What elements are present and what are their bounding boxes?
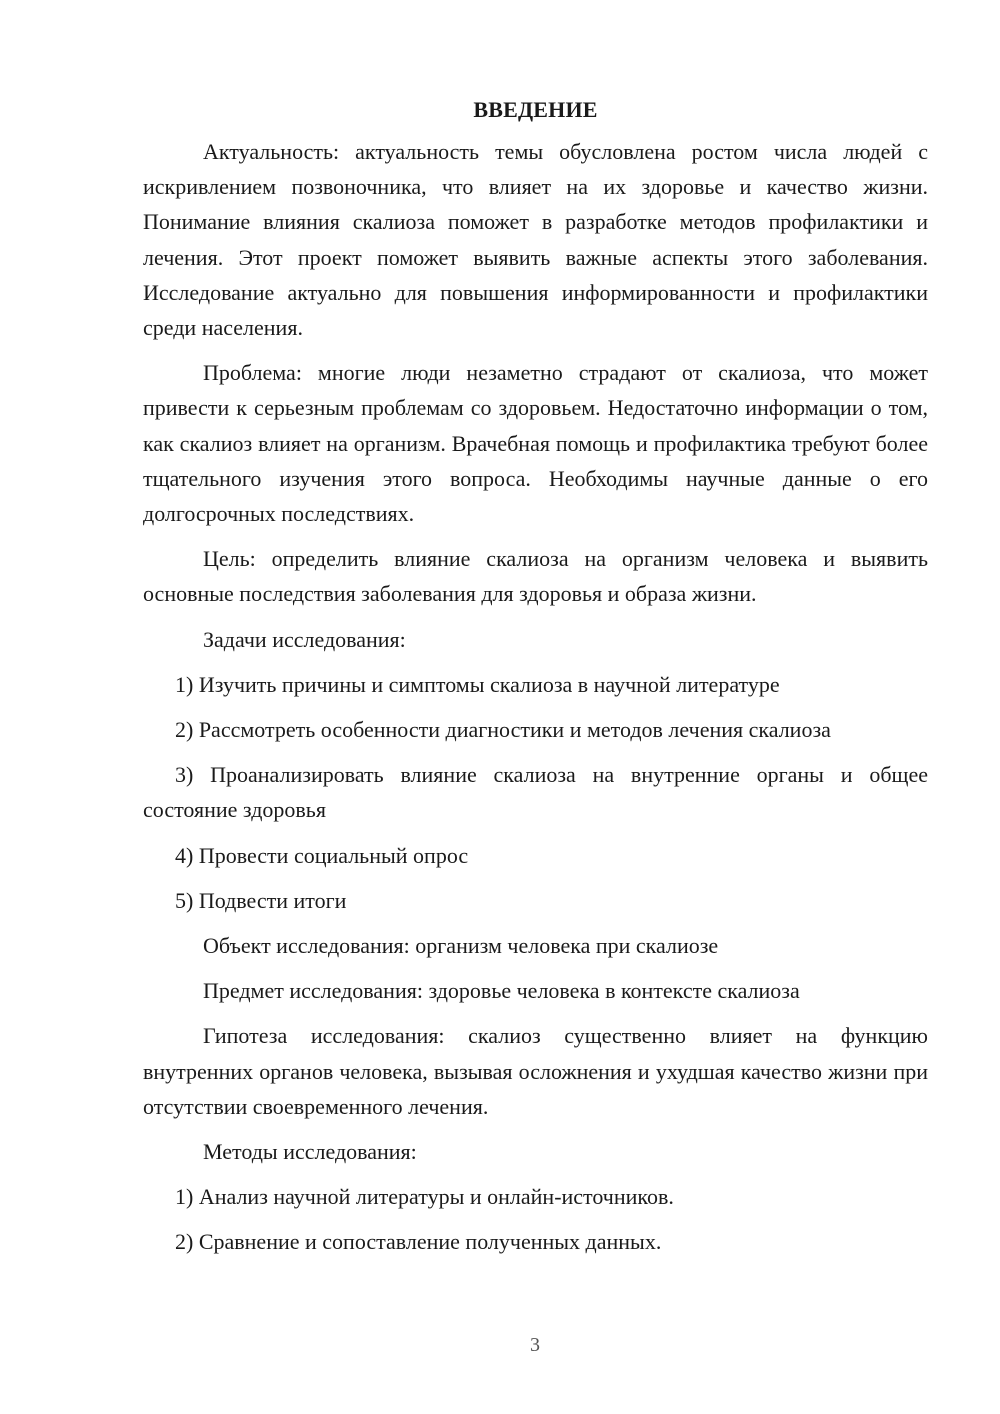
object-line: Объект исследования: организм человека при скалиозе — [203, 933, 719, 959]
page-title: ВВЕДЕНИЕ — [473, 97, 598, 122]
methods-title: Методы исследования: — [203, 1139, 417, 1165]
subject-line: Предмет исследования: здоровье человека в контексте скалиоза — [203, 978, 800, 1004]
task-item: 2) Рассмотреть особенности диагностики и методов лечения скалиоза — [175, 717, 831, 743]
problem-paragraph: Проблема: многие люди незаметно страдают от скалиоза, что может привести к серьезным проблемам со здоровьем. Недостаточно информации о том, как скалиоз влияет на организм. Врачебная помощь и профилактика требуют более тщательного изучения этого вопроса. Необходимы научные данные о его долгосрочных последствиях. — [143, 360, 928, 527]
task-item: 5) Подвести итоги — [175, 887, 347, 913]
goal-paragraph: Цель: определить влияние скалиоза на организм человека и выявить основные последствия заболевания для здоровья и образа жизни. — [143, 546, 928, 607]
relevance-paragraph: Актуальность: актуальность темы обусловлена ростом числа людей с искривлением позвоночника, что влияет на их здоровье и качество жизни. Понимание влияния скалиоза поможет в разработке методов профилактики и лечения. Этот проект поможет выявить важные аспекты этого заболевания. Исследование актуально для повышения информированности и профилактики среди населения. — [143, 139, 928, 341]
hypothesis-paragraph: Гипотеза исследования: скалиоз существенно влияет на функцию внутренних органов человека, вызывая осложнения и ухудшая качество жизни при отсутствии своевременного лечения. — [143, 1023, 928, 1119]
method-item: 2) Сравнение и сопоставление полученных данных. — [175, 1229, 662, 1255]
task-item: 1) Изучить причины и симптомы скалиоза в научной литературе — [175, 671, 780, 697]
task-item: 3) Проанализировать влияние скалиоза на внутренние органы и общее состояние здоровья — [143, 762, 928, 823]
page-number: 3 — [530, 1334, 540, 1356]
method-item: 1) Анализ научной литературы и онлайн-источников. — [175, 1184, 674, 1210]
document-page — [143, 92, 928, 1270]
tasks-title: Задачи исследования: — [203, 626, 406, 652]
task-item: 4) Провести социальный опрос — [175, 842, 469, 868]
